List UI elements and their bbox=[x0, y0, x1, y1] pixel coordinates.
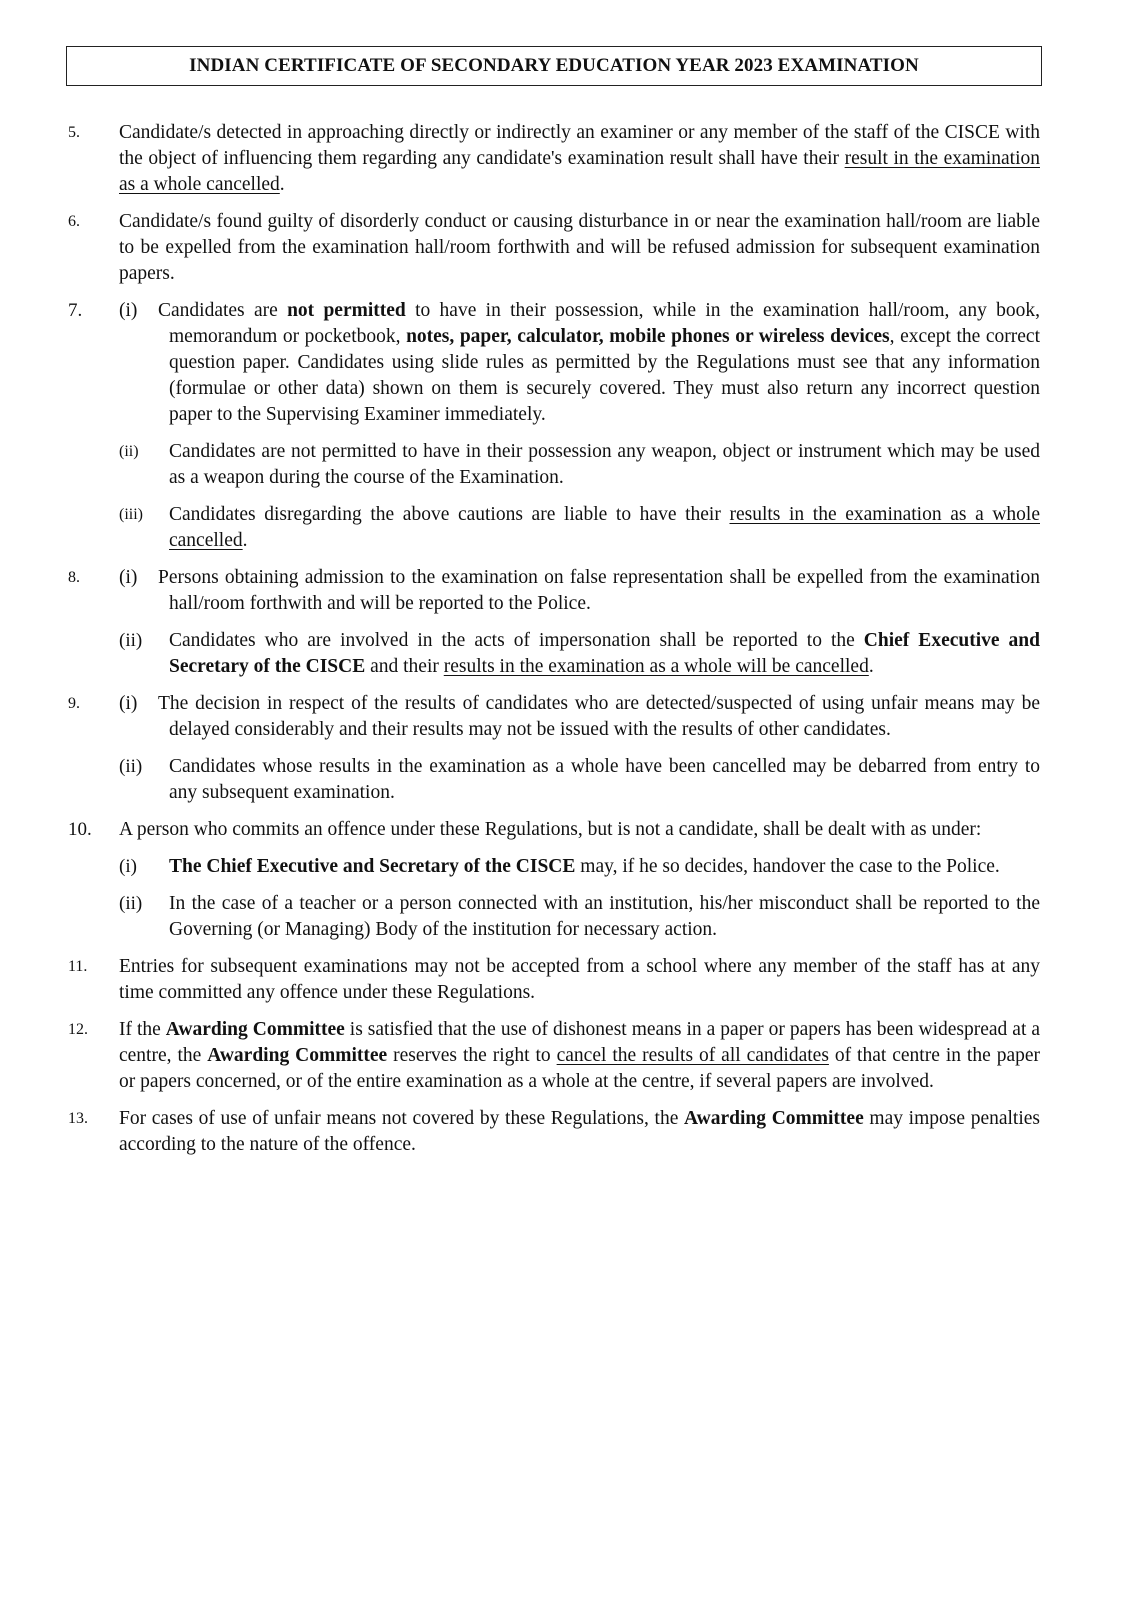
regulation-item-8 bbox=[66, 565, 1040, 680]
page-title: INDIAN CERTIFICATE OF SECONDARY EDUCATION YEAR 2023 EXAMINATION bbox=[189, 55, 919, 76]
item-number: 12. bbox=[68, 1021, 88, 1038]
regulation-item-5 bbox=[66, 120, 1040, 198]
regulation-item-12 bbox=[66, 1017, 1040, 1095]
item-text: A person who commits an offence under these Regulations, but is not a candidate, shall be dealt with as under: bbox=[119, 819, 982, 840]
item-text: Entries for subsequent examinations may not be accepted from a school where any member of the staff has at any time committed any offence under these Regulations. bbox=[119, 956, 1040, 1003]
item-text: Candidate/s found guilty of disorderly conduct or causing disturbance in or near the examination hall/room are liable to be expelled from the examination hall/room forthwith and will be refused admission for subsequent examination papers. bbox=[119, 211, 1040, 284]
sub-item-i: (i) Candidates are not permitted to have in their possession, while in the examination hall/room, any book, memorandum or pocketbook, notes, paper, calculator, mobile phones or wireless devices, except the correct question paper. Candidates using slide rules as permitted by the Regulations must see that any information (formulae or other data) shown on them is securely covered. They must also return any incorrect question paper to the Supervising Examiner immediately. bbox=[119, 300, 1041, 425]
item-number: 9. bbox=[68, 695, 80, 712]
regulations-list bbox=[66, 120, 1040, 1169]
item-text: For cases of use of unfair means not covered by these Regulations, the Awarding Committee may impose penalties according to the nature of the offence. bbox=[119, 1108, 1040, 1155]
sub-item-ii: (ii) In the case of a teacher or a person connected with an institution, his/her misconduct shall be reported to the Governing (or Managing) Body of the institution for necessary action. bbox=[119, 893, 1040, 940]
sub-item-i: (i) The decision in respect of the results of candidates who are detected/suspected of using unfair means may be delayed considerably and their results may not be issued with the results of other candidates. bbox=[119, 693, 1040, 740]
sub-item-i: (i) The Chief Executive and Secretary of the CISCE may, if he so decides, handover the case to the Police. bbox=[119, 856, 1000, 877]
regulation-item-13 bbox=[66, 1106, 1040, 1158]
item-number: 10. bbox=[68, 819, 92, 840]
sub-item-ii: (ii) Candidates are not permitted to have in their possession any weapon, object or instrument which may be used as a weapon during the course of the Examination. bbox=[119, 441, 1040, 488]
item-number: 5. bbox=[68, 124, 80, 141]
regulation-item-10 bbox=[66, 817, 1040, 943]
sub-item-i: (i) Persons obtaining admission to the examination on false representation shall be expelled from the examination hall/room forthwith and will be reported to the Police. bbox=[119, 567, 1040, 614]
regulation-item-7 bbox=[66, 298, 1040, 554]
item-text: If the Awarding Committee is satisfied that the use of dishonest means in a paper or papers has been widespread at a centre, the Awarding Committee reserves the right to cancel the results of all candidates of that centre in the paper or papers concerned, or of the entire examination as a whole at the centre, if several papers are involved. bbox=[119, 1019, 1041, 1092]
regulation-item-9 bbox=[66, 691, 1040, 806]
regulation-item-6 bbox=[66, 209, 1040, 287]
item-number: 13. bbox=[68, 1110, 88, 1127]
sub-item-ii: (ii) Candidates who are involved in the acts of impersonation shall be reported to the Chief Executive and Secretary of the CISCE and their results in the examination as a whole will be cancelled. bbox=[119, 630, 1040, 677]
regulation-item-11 bbox=[66, 954, 1040, 1006]
sub-item-iii: (iii) Candidates disregarding the above cautions are liable to have their results in the examination as a whole cancelled. bbox=[119, 504, 1040, 551]
header-box bbox=[66, 46, 1042, 86]
item-number: 7. bbox=[68, 300, 83, 321]
item-number: 11. bbox=[68, 958, 88, 975]
sub-item-ii: (ii) Candidates whose results in the examination as a whole have been cancelled may be debarred from entry to any subsequent examination. bbox=[119, 756, 1040, 803]
item-number: 6. bbox=[68, 213, 80, 230]
item-number: 8. bbox=[68, 569, 80, 586]
item-text: Candidate/s detected in approaching directly or indirectly an examiner or any member of the staff of the CISCE with the object of influencing them regarding any candidate's examination result shall have their result in the examination as a whole cancelled. bbox=[119, 122, 1040, 195]
